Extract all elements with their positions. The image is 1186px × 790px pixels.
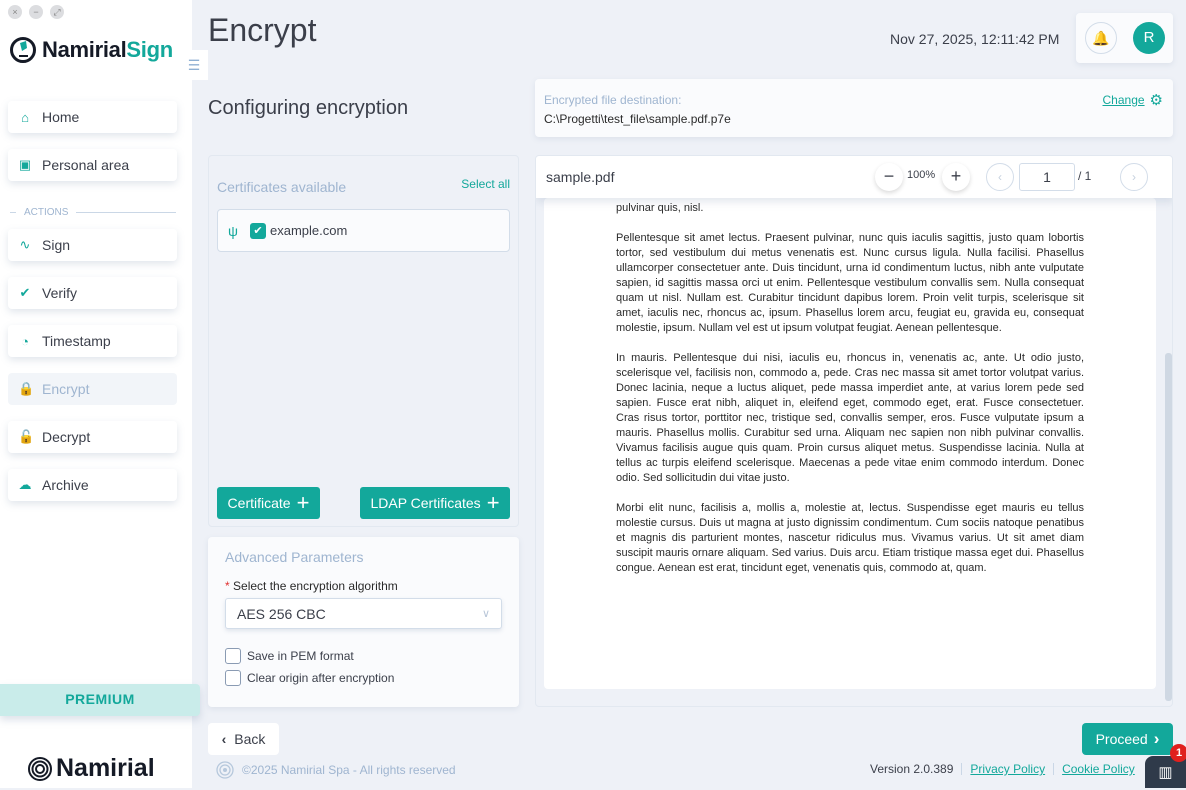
premium-badge[interactable]: PREMIUM: [0, 684, 200, 716]
shield-clock-icon: ◔: [21, 333, 29, 349]
user-toolbar: [1076, 13, 1173, 63]
zoom-in-button[interactable]: +: [942, 163, 970, 191]
chat-icon: ▥: [1158, 764, 1173, 781]
gear-icon: ⚙: [1149, 92, 1163, 109]
sidebar-item-label: Home: [42, 109, 80, 125]
privacy-policy-link[interactable]: Privacy Policy: [970, 762, 1046, 776]
actions-section-label: ACTIONS: [10, 207, 176, 218]
sidebar-item-label: Timestamp: [42, 333, 111, 349]
certificates-title: Certificates available: [217, 179, 347, 195]
sidebar-item-label: Decrypt: [42, 429, 91, 445]
unlock-icon: 🔓: [18, 429, 35, 444]
certificate-name: example.com: [270, 223, 348, 238]
sidebar-item-verify[interactable]: [8, 277, 177, 309]
logo-pen-icon: [9, 36, 37, 64]
destination-path: C:\Progetti\test_file\sample.pdf.p7e: [544, 112, 731, 126]
viewer-toolbar: [536, 156, 1173, 198]
clear-origin-checkbox[interactable]: [225, 670, 241, 686]
footer-links: [870, 762, 1135, 776]
namirial-logo-icon: [28, 757, 52, 781]
sidebar-item-label: Archive: [42, 477, 89, 493]
pdf-paragraph: Morbi elit nunc, facilisis a, mollis a, molestie at, lectus. Suspendisse eget mauris eu tellus molestie cursus. Duis ut magna at justo dignissim condimentum. Cum sociis natoque penatibus et magnis dis parturient montes, nascetur ridiculus mus. Vivamus varius. Ut sit amet diam suscipit mauris ornare aliquam. Sed varius. Duis arcu. Etiam tristique massa eget dui. Phasellus congue. Aenean est erat, tincidunt eget, venenatis quis, commodo at, quam.: [616, 502, 1084, 574]
namirial-logo: Namirial: [28, 754, 155, 783]
datetime: Nov 27, 2025, 12:11:42 PM: [890, 31, 1060, 47]
sidebar-item-sign[interactable]: [8, 229, 177, 261]
add-certificate-button[interactable]: Certificate +: [217, 487, 320, 519]
namirial-mark-icon: [216, 761, 234, 779]
advanced-parameters-panel: [208, 537, 519, 707]
page-title: Encrypt: [208, 12, 317, 48]
destination-label: Encrypted file destination:: [544, 93, 682, 107]
lock-icon: 🔒: [18, 381, 35, 396]
proceed-button[interactable]: Proceed ›: [1082, 723, 1173, 755]
pdf-paragraph: Pellentesque sit amet lectus. Praesent pulvinar, nunc quis iaculis sagittis, justo quam lobortis tortor, sed vestibulum dui metus venenatis est. Nunc cursus ligula. Nulla facilisi. Phasellus ullamcorper consectetuer ante. Duis tincidunt, urna id condimentum luctus, nibh ante vulputate sapien, id sagittis massa orci ut enim. Pellentesque vestibulum convallis sem. Nulla consequat quam ut nisl. Nullam est. Curabitur tincidunt dapibus lorem. Proin velit turpis, scelerisque sit amet, iaculis nec, rhoncus ac, ipsum. Phasellus lorem arcu, feugiat eu, gravida eu, consequat molestie, ipsum. Nullam vel est ut ipsum volutpat feugiat. Aenean pellentesque.: [616, 232, 1084, 334]
change-destination-button[interactable]: [1103, 91, 1164, 109]
pdf-paragraph: pulvinar quis, nisl.: [616, 202, 704, 214]
plus-icon: +: [296, 490, 310, 515]
chevron-down-icon: ∨: [481, 608, 490, 620]
save-pem-checkbox[interactable]: [225, 648, 241, 664]
page-total: / 1: [1078, 169, 1092, 183]
change-link[interactable]: Change: [1102, 93, 1145, 107]
sidebar-item-archive[interactable]: [8, 469, 177, 501]
file-name: sample.pdf: [546, 169, 615, 185]
pdf-paragraph: In mauris. Pellentesque dui nisi, iaculis eu, rhoncus in, venenatis ac, ante. Ut odio justo, scelerisque vel, facilisis non, commodo a, pede. Cras nec massa sit amet tortor volutpat varius. Donec lacinia, neque a luctus aliquet, pede massa imperdiet ante, at varius lorem pede sed sapien. Fusce erat nibh, aliquet in, eleifend eget, commodo eget, erat. Fusce consectetuer. Cras risus tortor, porttitor nec, tristique sed, convallis semper, eros. Fusce vulputate ipsum a mauris. Phasellus mollis. Curabitur sed urna. Aliquam nec sapien non nibh pulvinar convallis. Vivamus facilisis augue quis quam. Proin cursus aliquet metus. Suspendisse lacinia. Nulla at tellus ac turpis eleifend scelerisque. Maecenas a pede vitae enim commodo interdum. Donec odio. Sed sollicitudin dui vitae justo.: [616, 352, 1084, 484]
pdf-viewer: [535, 155, 1173, 707]
window-maximize-button[interactable]: ⤢: [50, 5, 64, 19]
chat-notification-badge: 1: [1170, 744, 1186, 762]
algorithm-label: * Select the encryption algorithm: [225, 579, 398, 593]
zoom-out-button[interactable]: −: [875, 163, 903, 191]
previous-page-button[interactable]: ‹: [986, 163, 1014, 191]
certificate-checkbox[interactable]: ✔: [250, 223, 266, 239]
certificate-item[interactable]: [217, 209, 510, 252]
window-minimize-button[interactable]: −: [29, 5, 43, 19]
next-page-button[interactable]: ›: [1120, 163, 1148, 191]
sidebar-item-decrypt[interactable]: [8, 421, 177, 453]
section-subtitle: Configuring encryption: [208, 97, 409, 119]
algorithm-select[interactable]: AES 256 CBC ∨: [225, 598, 502, 629]
version: Version 2.0.389: [870, 762, 954, 776]
signature-icon: ∿: [19, 237, 31, 252]
sidebar-item-timestamp[interactable]: [8, 325, 177, 357]
back-button[interactable]: ‹ Back: [208, 723, 279, 755]
chevron-left-icon: ‹: [221, 731, 227, 747]
cloud-upload-icon: ☁: [18, 477, 32, 492]
sidebar-item-label: Verify: [42, 285, 78, 301]
pdf-page: [544, 198, 1156, 689]
brand-name: Namirial: [42, 37, 127, 62]
home-icon: ⌂: [21, 109, 29, 125]
plus-icon: +: [486, 490, 500, 515]
advanced-title: Advanced Parameters: [225, 549, 364, 565]
scrollbar[interactable]: [1165, 353, 1172, 701]
avatar[interactable]: R: [1133, 22, 1165, 54]
select-all-link[interactable]: Select all: [461, 177, 510, 191]
verified-badge-icon: ✔: [19, 285, 31, 300]
usb-icon: ψ: [228, 222, 238, 239]
certificates-panel: [208, 155, 519, 527]
sidebar-item-label: Sign: [42, 237, 71, 253]
sidebar-item-encrypt[interactable]: [8, 373, 177, 405]
notification-bell-icon[interactable]: 🔔: [1085, 22, 1117, 54]
chevron-right-icon: ›: [1153, 729, 1160, 748]
copyright: ©2025 Namirial Spa - All rights reserved: [216, 761, 456, 779]
save-pem-option[interactable]: Save in PEM format: [225, 648, 354, 664]
zoom-level: 100%: [907, 169, 936, 181]
namirialsign-logo: [9, 36, 173, 64]
sidebar-item-label: Encrypt: [42, 381, 90, 397]
window-close-button[interactable]: ×: [8, 5, 22, 19]
destination-card: [535, 79, 1173, 137]
collapse-sidebar-icon[interactable]: ☰: [180, 50, 208, 80]
sidebar-item-personal-area[interactable]: [8, 149, 177, 181]
sidebar-item-label: Personal area: [42, 157, 130, 173]
clear-origin-option[interactable]: Clear origin after encryption: [225, 670, 394, 686]
brand-name-accent: Sign: [126, 37, 173, 62]
cookie-policy-link[interactable]: Cookie Policy: [1062, 762, 1135, 776]
add-ldap-certificate-button[interactable]: LDAP Certificates +: [360, 487, 510, 519]
page-number-input[interactable]: 1: [1019, 163, 1075, 191]
sidebar-item-home[interactable]: [8, 101, 177, 133]
person-card-icon: ▣: [18, 157, 32, 172]
